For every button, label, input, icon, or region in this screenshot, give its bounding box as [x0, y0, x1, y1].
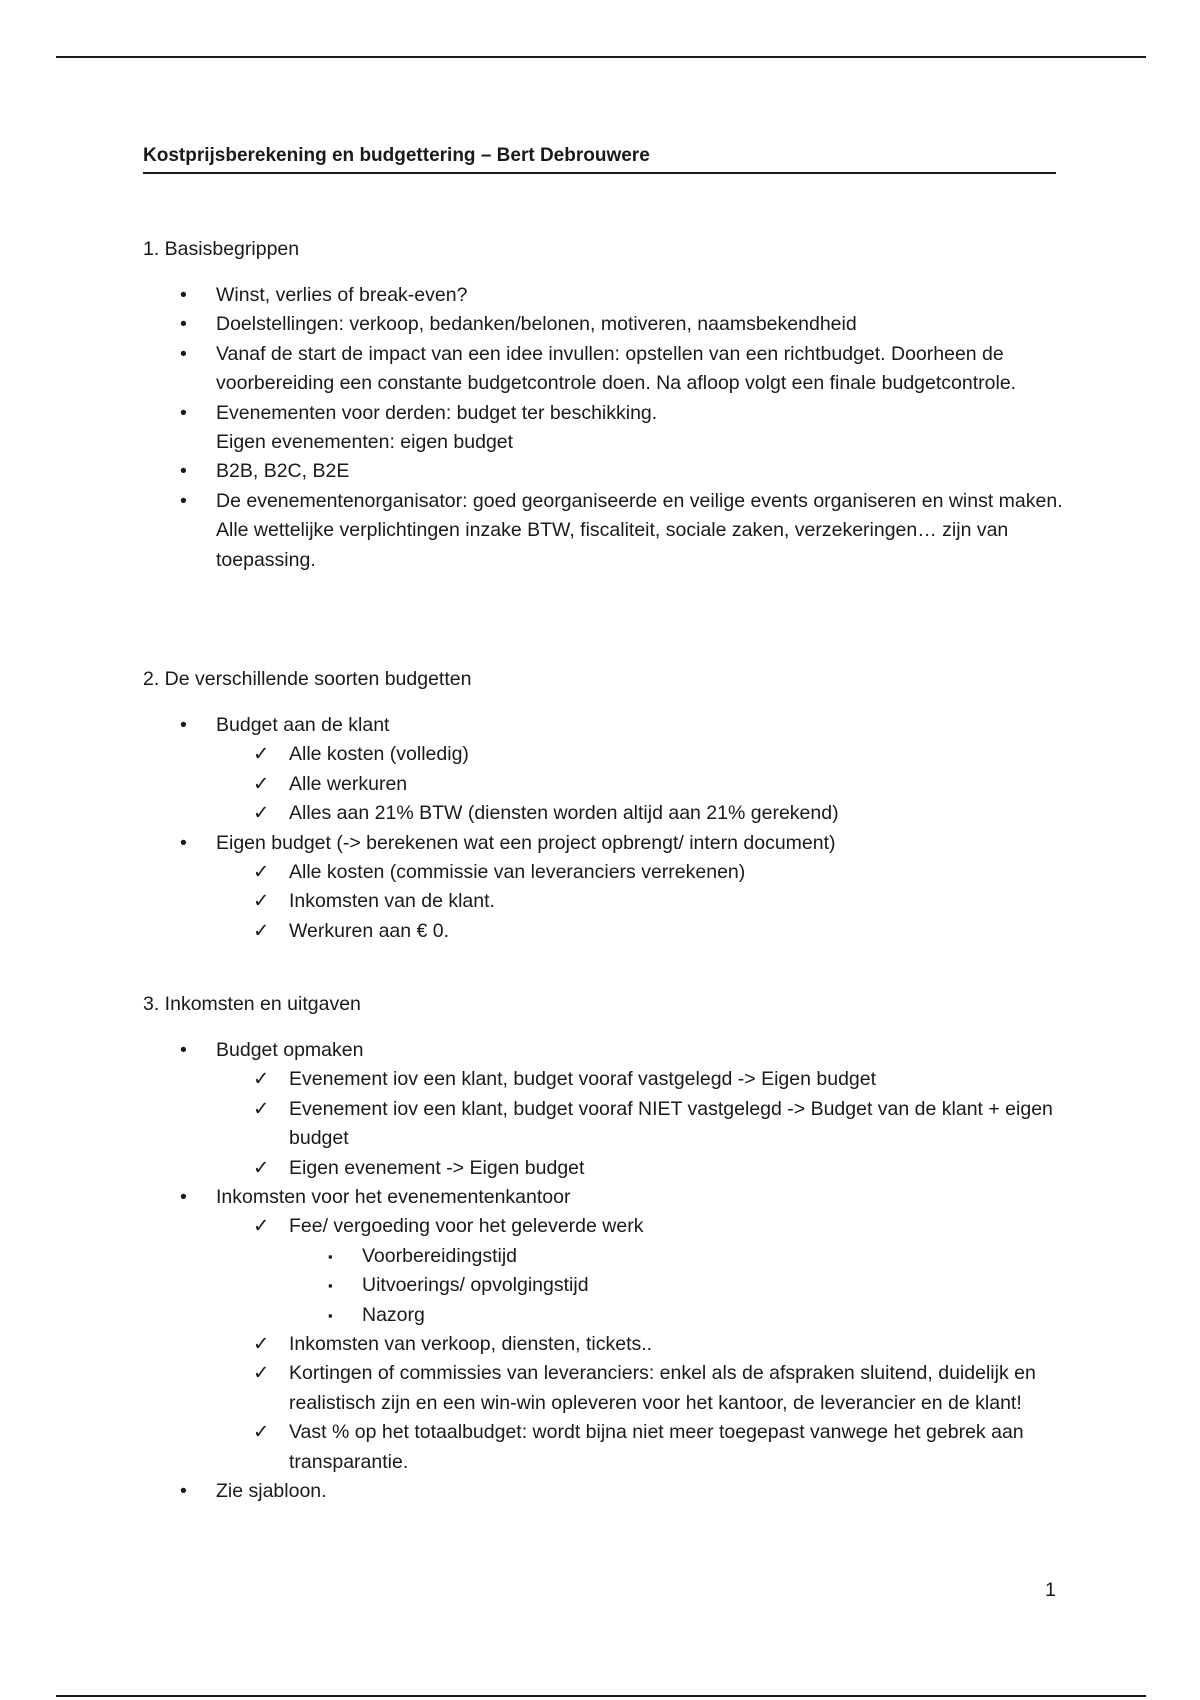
- check-icon: ✓: [253, 861, 270, 884]
- check-item: ✓ Fee/ vergoeding voor het geleverde werk ▪ Voorbereidingstijd ▪ Uitvoerings/ opvolgingstijd ▪ Nazorg: [216, 1212, 1063, 1330]
- bullet-marker: •: [180, 284, 187, 306]
- list-item: • Eigen budget (-> berekenen wat een project opbrengt/ intern document) ✓ Alle kosten (commissie van leveranciers verrekenen) ✓ Inkomsten van de klant. ✓ Werkuren aan € 0.: [143, 829, 1063, 947]
- check-item: ✓ Inkomsten van de klant.: [216, 887, 1063, 916]
- page-top-rule: [56, 56, 1146, 58]
- check-item: ✓ Evenement iov een klant, budget vooraf vastgelegd -> Eigen budget: [216, 1065, 1063, 1094]
- check-item: ✓ Alle kosten (volledig): [216, 740, 1063, 769]
- bullet-marker: •: [180, 831, 187, 854]
- square-item: ▪ Voorbereidingstijd: [289, 1242, 1063, 1271]
- bullet-marker: •: [180, 342, 187, 365]
- check-item: ✓ Evenement iov een klant, budget vooraf NIET vastgelegd -> Budget van de klant + eigen budget: [216, 1095, 1063, 1154]
- check-item: ✓ Alles aan 21% BTW (diensten worden altijd aan 21% gerekend): [216, 799, 1063, 828]
- bullet-marker: •: [180, 1186, 187, 1209]
- sub-sub-list: [289, 1242, 1063, 1330]
- bullet-marker: •: [180, 489, 187, 512]
- soorten-budgetten-list: [143, 711, 1063, 946]
- square-bullet-icon: ▪: [328, 1307, 333, 1323]
- check-icon: ✓: [253, 1215, 270, 1238]
- list-item: • Winst, verlies of break-even?: [143, 281, 1063, 310]
- list-item: • De evenementenorganisator: goed georganiseerde en veilige events organiseren en winst maken. Alle wettelijke verplichtingen inzake BTW, fiscaliteit, sociale zaken, verzekeringen… zijn van toepassing.: [143, 487, 1063, 575]
- page-bottom-rule: [56, 1695, 1146, 1697]
- section-heading-inkomsten-uitgaven: 3. Inkomsten en uitgaven: [143, 993, 361, 1015]
- check-icon: ✓: [253, 919, 270, 942]
- bullet-marker: •: [180, 313, 187, 336]
- bullet-marker: •: [180, 401, 187, 424]
- check-item: ✓ Alle werkuren: [216, 770, 1063, 799]
- page-number: 1: [1045, 1579, 1056, 1601]
- bullet-marker: •: [180, 1039, 187, 1061]
- check-item: ✓ Werkuren aan € 0.: [216, 917, 1063, 946]
- list-item: • Vanaf de start de impact van een idee invullen: opstellen van een richtbudget. Doorheen de voorbereiding een constante budgetcontrole doen. Na afloop volgt een finale budgetcontrole.: [143, 340, 1063, 399]
- square-item: ▪ Uitvoerings/ opvolgingstijd: [289, 1271, 1063, 1300]
- check-icon: ✓: [253, 743, 270, 766]
- list-item: • Budget aan de klant ✓ Alle kosten (volledig) ✓ Alle werkuren ✓ Alles aan 21% BTW (diensten worden altijd aan 21% gerekend): [143, 711, 1063, 829]
- check-icon: ✓: [253, 1156, 270, 1179]
- square-item: ▪ Nazorg: [289, 1301, 1063, 1330]
- section-heading-basisbegrippen: 1. Basisbegrippen: [143, 238, 300, 260]
- check-item: ✓ Eigen evenement -> Eigen budget: [216, 1154, 1063, 1183]
- bullet-marker: •: [180, 714, 187, 736]
- check-item: ✓ Inkomsten van verkoop, diensten, tickets..: [216, 1330, 1063, 1359]
- check-icon: ✓: [253, 1097, 270, 1120]
- list-item: • Inkomsten voor het evenementenkantoor ✓ Fee/ vergoeding voor het geleverde werk ▪ Voorbereidingstijd ▪ Uitvoerings/ opvolgingstijd ▪ Nazorg ✓ Inkomsten van verkoop, diensten, tickets.. ✓ Kortingen of commissies van leveranciers: enkel als de afspraken sluitend, duidelijk en realistisch zijn en een win-win opleveren voor het kantoor, de leverancier en de klant! ✓ Vast % op het totaalbudget: wordt bijna niet meer toegepast vanwege het gebrek aan transparantie.: [143, 1183, 1063, 1477]
- basisbegrippen-list: [143, 281, 1063, 575]
- check-icon: ✓: [253, 1421, 270, 1444]
- page-title: Kostprijsberekening en budgettering – Bert Debrouwere: [143, 144, 1056, 174]
- check-icon: ✓: [253, 772, 270, 795]
- sub-list: [216, 740, 1063, 828]
- check-icon: ✓: [253, 1333, 270, 1356]
- bullet-marker: •: [180, 460, 187, 483]
- list-item: • B2B, B2C, B2E: [143, 457, 1063, 486]
- list-item: • Doelstellingen: verkoop, bedanken/belonen, motiveren, naamsbekendheid: [143, 310, 1063, 339]
- list-item: • Budget opmaken ✓ Evenement iov een klant, budget vooraf vastgelegd -> Eigen budget ✓ Evenement iov een klant, budget vooraf NIET vastgelegd -> Budget van de klant + eigen budget ✓ Eigen evenement -> Eigen budget: [143, 1036, 1063, 1183]
- list-item: • Evenementen voor derden: budget ter beschikking. Eigen evenementen: eigen budget: [143, 399, 1063, 458]
- check-item: ✓ Vast % op het totaalbudget: wordt bijna niet meer toegepast vanwege het gebrek aan transparantie.: [216, 1418, 1063, 1477]
- check-item: ✓ Alle kosten (commissie van leveranciers verrekenen): [216, 858, 1063, 887]
- section-heading-soorten-budgetten: 2. De verschillende soorten budgetten: [143, 668, 472, 690]
- square-bullet-icon: ▪: [328, 1278, 333, 1294]
- check-icon: ✓: [253, 1068, 270, 1091]
- check-icon: ✓: [253, 890, 270, 913]
- check-icon: ✓: [253, 1362, 270, 1385]
- sub-list: [216, 1212, 1063, 1477]
- check-icon: ✓: [253, 802, 270, 825]
- sub-list: [216, 858, 1063, 946]
- bullet-marker: •: [180, 1480, 187, 1503]
- sub-list: [216, 1065, 1063, 1183]
- square-bullet-icon: ▪: [328, 1248, 333, 1264]
- inkomsten-uitgaven-list: [143, 1036, 1063, 1507]
- list-item: • Zie sjabloon.: [143, 1477, 1063, 1506]
- check-item: ✓ Kortingen of commissies van leveranciers: enkel als de afspraken sluitend, duidelijk en realistisch zijn en een win-win opleveren voor het kantoor, de leverancier en de klant!: [216, 1359, 1063, 1418]
